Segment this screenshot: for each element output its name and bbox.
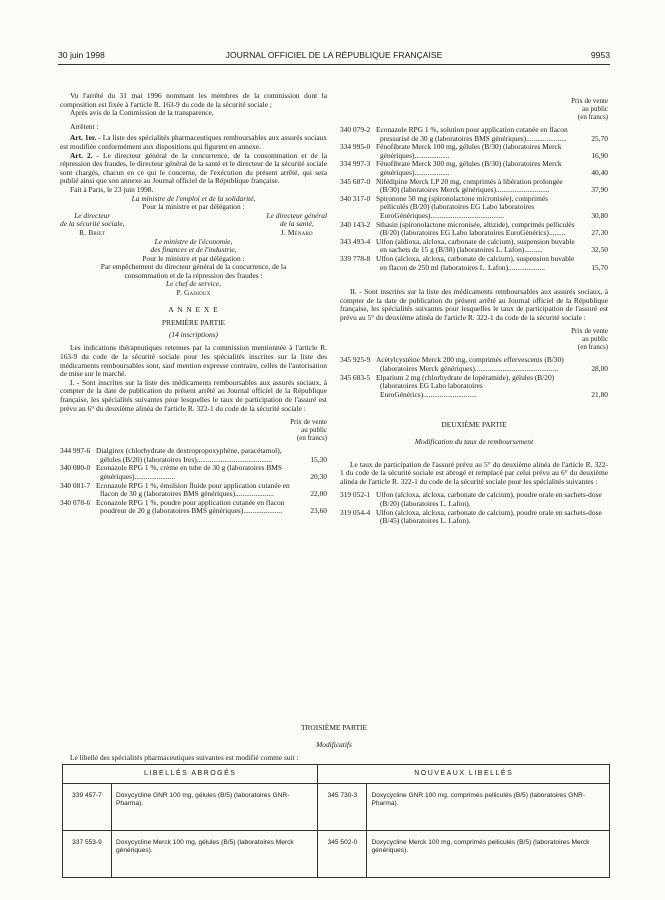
article-1-label: Art. 1er.	[70, 133, 97, 143]
ministre-economie-2: des finances et de l'industrie,	[150, 245, 237, 255]
item-code: 319 052-1	[340, 490, 371, 500]
item-price: 32,50	[591, 245, 608, 255]
item-description: Fénofibrate Merck 100 mg, gélules (B/30) (laboratoires Merck génériques)...................	[376, 142, 562, 160]
section-ii-paragraph: II. - Sont inscrites sur la liste des médicaments remboursables aux assurés sociaux, à compter de la date de publication du présent arrêté au Journal officiel de la République française, les spécialités suivantes pour lesquelles le taux de participation de l'assuré est prévu au 5° du deuxième alinéa de l'article R. 322-1 du code de la sécurité sociale :	[340, 287, 608, 322]
signature-right-title: Le directeur général	[266, 210, 327, 220]
troisieme-partie: TROISIÈME PARTIE	[300, 723, 367, 732]
article-2-text: - Le directeur général de la concurrence, de la consommation et de la répression des fraudes, le directeur général de la santé et le directeur de la sécurité sociale sont chargés, chacun en ce qui le concerne, de l'exécution du présent arrêté, qui sera publié ainsi que son annexe au Journal officiel de la République française.	[60, 150, 327, 186]
item-code: 345 683-5	[340, 372, 371, 382]
left-item-list	[60, 447, 327, 516]
price-header-line: au public	[301, 426, 327, 435]
pour-ministre-2: Pour le ministre et par délégation :	[142, 253, 245, 263]
header-rule	[58, 64, 610, 65]
price-header-line: Prix de vente	[571, 97, 608, 105]
signature-right-title-2: de la santé,	[279, 219, 314, 229]
new-label: Doxycycline GNR 100 mg, comprimés pelliculés (B/5) (laboratoires GNR-Pharma).	[367, 784, 610, 831]
price-header-line: (en francs)	[296, 434, 327, 443]
list-item	[340, 195, 608, 221]
article-2-label: Art. 2.	[70, 150, 93, 160]
item-price: 40,40	[591, 167, 608, 177]
modification-taux: Modification du taux de remboursement	[414, 437, 534, 447]
item-code: 340 079-2	[340, 125, 371, 134]
item-description: Econazole RPG 1 %, poudre pour application cutanée en flacon poudreur de 20 g (laboratoires BMS génériques).....................	[96, 497, 285, 516]
old-label: Doxycycline Merck 100 mg, gélules (B/5) (laboratoires Merck génériques).	[112, 831, 318, 878]
item-price: 22,00	[310, 489, 327, 499]
old-code: 337 553-9	[63, 831, 112, 878]
chef-name: P. Gadioux	[176, 288, 211, 298]
pour-ministre: Pour la ministre et par délégation :	[142, 202, 245, 212]
item-code: 339 778-8	[340, 253, 371, 263]
indications-paragraph: Les indications thérapeutiques retenues par la commission mentionnée à l'article R. 163-9 du code de la sécurité sociale pour les spécialités inscrites sur la liste des médicaments remboursables sont, sauf mention expresse contraire, celles de l'autorisation de mise sur le marché.	[60, 343, 327, 379]
item-description: Spironone 50 mg (spironolactone micronisée), comprimés pelliculés (B/20) (laboratoires EG Labo laboratoires EuroGénériques)........................................	[376, 193, 548, 220]
item-description: Econazole RPG 1 %, solution pour application cutanée en flacon pressurisé de 30 g (laboratoires BMS génériques)......................	[376, 125, 568, 143]
list-item	[340, 178, 608, 195]
header-date: 30 juin 1998	[58, 50, 105, 60]
old-code: 339 457-7	[63, 784, 112, 831]
article-1-text: - La liste des spécialités pharmaceutiques remboursables aux assurés sociaux est modifiée conformément aux dispositions qui figurent en annexe.	[60, 133, 327, 151]
item-price: 16,90	[591, 150, 608, 160]
list-item	[340, 509, 608, 526]
modificatifs-paragraph: Le libellé des spécialités pharmaceutiques suivantes est modifié comme suit :	[70, 753, 299, 763]
item-description: Ulfon (alcloxa, alcloxa, carbonate de calcium), poudre orale en sachets-dose (B/20) (laboratoires L. Lafon).	[376, 490, 602, 508]
item-price: 23,60	[310, 506, 327, 516]
item-description: Sthasin (spironolactone micronisée, altizide), comprimés pelliculés (B/20) (laboratoires EG Labo laboratoires EuroGénérics).........	[376, 219, 575, 238]
list-item	[60, 464, 327, 481]
signature-right-name: J. Ménard	[280, 227, 313, 237]
list-item	[340, 143, 608, 160]
item-price: 21,80	[591, 389, 608, 399]
item-description: Fénofibrate Merck 300 mg, gélules (B/30) (laboratoires Merck génériques)...................	[376, 159, 562, 177]
article-1	[60, 134, 327, 151]
empechement: Par empêchement du directeur général de la concurrence, de la consommation et de la répression des fraudes :	[100, 262, 287, 280]
item-description: Econazole RPG 1 %, émulsion fluide pour application cutanée en flacon de 30 g (laboratoires BMS génériques).....................	[96, 480, 290, 499]
price-header-line: (en francs)	[577, 113, 608, 121]
price-header	[60, 418, 327, 442]
modificatifs: Modificatifs	[316, 739, 352, 749]
item-description: Econazole RPG 1 %, crème en tube de 30 g (laboratoires BMS génériques)......................	[96, 463, 282, 481]
item-description: Acétylcystéine Merck 200 mg, comprimés effervescents (B/30) (laboratoires Merck génériques).............................................	[376, 355, 564, 374]
item-code: 340 143-2	[340, 219, 371, 229]
article-2	[60, 152, 327, 186]
item-code: 344 997-6	[60, 446, 91, 456]
chef-service: Le chef de service,	[166, 279, 221, 289]
deuxieme-partie: DEUXIÈME PARTIE	[441, 420, 507, 430]
price-header-line: Prix de vente	[571, 327, 608, 336]
item-price: 15,70	[591, 262, 608, 272]
signature-left	[60, 212, 124, 238]
item-code: 340 317-0	[340, 193, 371, 203]
right-item-list-2	[340, 356, 608, 399]
taux-paragraph: Le taux de participation de l'assuré prévu au 5° du deuxième alinéa de l'article R. 322-1 du code de la sécurité sociale est abrogé et remplacé par celui prévu au 6° du deuxième alinéa de l'article R. 322-1 du code de la sécurité sociale pour les spécialités suivantes :	[340, 459, 608, 486]
price-header-line: au public	[582, 105, 608, 113]
item-description: Elparium 2 mg (chlorhydrate de lopéramide), gélules (B/20) (laboratoires EG Labo laboratoires EuroGénérics).............................	[376, 372, 555, 399]
list-item	[340, 160, 608, 177]
troisieme-section	[60, 724, 608, 763]
header-page-number: 9953	[590, 50, 610, 60]
item-code: 340 080-0	[60, 463, 91, 473]
list-item	[340, 255, 608, 272]
ministre-economie: Le ministre de l'économie,	[154, 236, 233, 246]
old-label: Doxycycline GNR 100 mg, gélules (B/5) (laboratoires GNR-Pharma).	[112, 784, 318, 831]
list-item	[60, 447, 327, 464]
list-item	[60, 482, 327, 499]
signature-left-title-2: de la sécurité sociale,	[60, 219, 125, 229]
item-code: 345 925-9	[340, 355, 371, 365]
signature-left-name: R. Briet	[79, 227, 106, 237]
item-price: 37,90	[591, 185, 608, 195]
list-item	[340, 221, 608, 238]
item-description: Dialgirex (chlorhydrate de dextropropoxyphène, paracétamol), gélules (B/20) (laboratoires Ires).........................................	[96, 446, 282, 464]
new-code: 345 502-0	[318, 831, 367, 878]
price-header	[340, 97, 608, 121]
item-price: 20,30	[310, 471, 327, 481]
item-code: 334 995-0	[340, 142, 371, 152]
price-header-2	[340, 327, 608, 351]
item-description: Nifédipine Merck LP 20 mg, comprimés à libération prolongée (B/30) (laboratoires Merck génériques).............................	[376, 176, 563, 195]
table-row	[63, 831, 610, 878]
item-description: Ulfon (alcloxa, alcloxa, carbonate de calcium), poudre orale en sachets-dose (B/45) (laboratoires L. Lafon).	[376, 507, 602, 526]
right-item-list	[340, 126, 608, 272]
left-column	[60, 92, 327, 516]
item-code: 345 687-0	[340, 176, 371, 186]
item-price: 15,30	[310, 454, 327, 464]
price-header-line: au public	[582, 335, 608, 344]
list-item	[340, 356, 608, 373]
modifications-table	[62, 764, 610, 878]
list-item	[340, 374, 608, 400]
item-price: 28,00	[591, 364, 608, 374]
annexe-title: A N N E X E	[168, 304, 219, 314]
right-item-list-3	[340, 491, 608, 525]
new-label: Doxycycline Merck 100 mg, comprimés pelliculés (B/5) (laboratoires Merck génériques).	[367, 831, 610, 878]
header-title: JOURNAL OFFICIEL DE LA RÉPUBLIQUE FRANÇAISE	[225, 50, 443, 60]
apres-paragraph: Après avis de la Commission de la transparence,	[70, 108, 214, 118]
item-code: 334 997-3	[340, 159, 371, 169]
header-nouveaux-libelles: NOUVEAUX LIBELLÉS	[318, 765, 610, 784]
inscriptions-count: (14 inscriptions)	[168, 329, 219, 339]
item-code: 340 081-7	[60, 480, 91, 490]
item-description: Ulfon (alcloxa, alcloxa, carbonate de calcium), suspension buvable en flacon de 250 ml (laboratoires L. Lafon)....................	[376, 253, 575, 272]
table-row	[63, 784, 610, 831]
item-price: 30,80	[591, 210, 608, 220]
list-item	[340, 238, 608, 255]
item-price: 27,30	[591, 228, 608, 238]
signature-right	[267, 212, 327, 238]
table-header-row	[63, 765, 610, 784]
list-item	[340, 491, 608, 508]
premiere-partie: PREMIÈRE PARTIE	[161, 318, 226, 328]
vu-paragraph: Vu l'arrêté du 31 mai 1996 nommant les membres de la commission dont la composition est fixée à l'article R. 163-9 du code de la sécurité sociale ;	[60, 91, 327, 109]
new-code: 345 730-3	[318, 784, 367, 831]
price-header-line: (en francs)	[577, 343, 608, 352]
arrete-line: Arrêtent :	[70, 121, 99, 131]
item-description: Ulfon (aldioxa, alcloxa, carbonate de calcium), suspension buvable en sachets de 15 g (B/30) (laboratoires L. Lafon)..........	[376, 236, 575, 255]
ministre-emploi: La ministre de l'emploi et de la solidarité,	[131, 193, 256, 203]
price-header-line: Prix de vente	[290, 418, 327, 427]
item-code: 340 078-6	[60, 497, 91, 507]
fait-line: Fait à Paris, le 23 juin 1998.	[70, 184, 154, 194]
signatures	[60, 212, 327, 238]
header-libelles-abroges: LIBELLÉS ABROGÉS	[63, 765, 318, 784]
list-item	[60, 499, 327, 516]
signature-left-title: Le directeur	[74, 210, 111, 220]
right-column	[340, 97, 608, 526]
item-code: 319 054-4	[340, 507, 371, 517]
item-code: 343 493-4	[340, 236, 371, 246]
item-price: 25,70	[591, 133, 608, 143]
list-item	[340, 126, 608, 143]
section-i-paragraph: I. - Sont inscrites sur la liste des médicaments remboursables aux assurés sociaux, à compter de la date de publication du présent arrêté au Journal officiel de la République française, les spécialités suivantes pour lesquelles le taux de participation de l'assuré est prévu au 6° du deuxième alinéa de l'article R. 322-1 du code de la sécurité sociale :	[60, 377, 327, 413]
